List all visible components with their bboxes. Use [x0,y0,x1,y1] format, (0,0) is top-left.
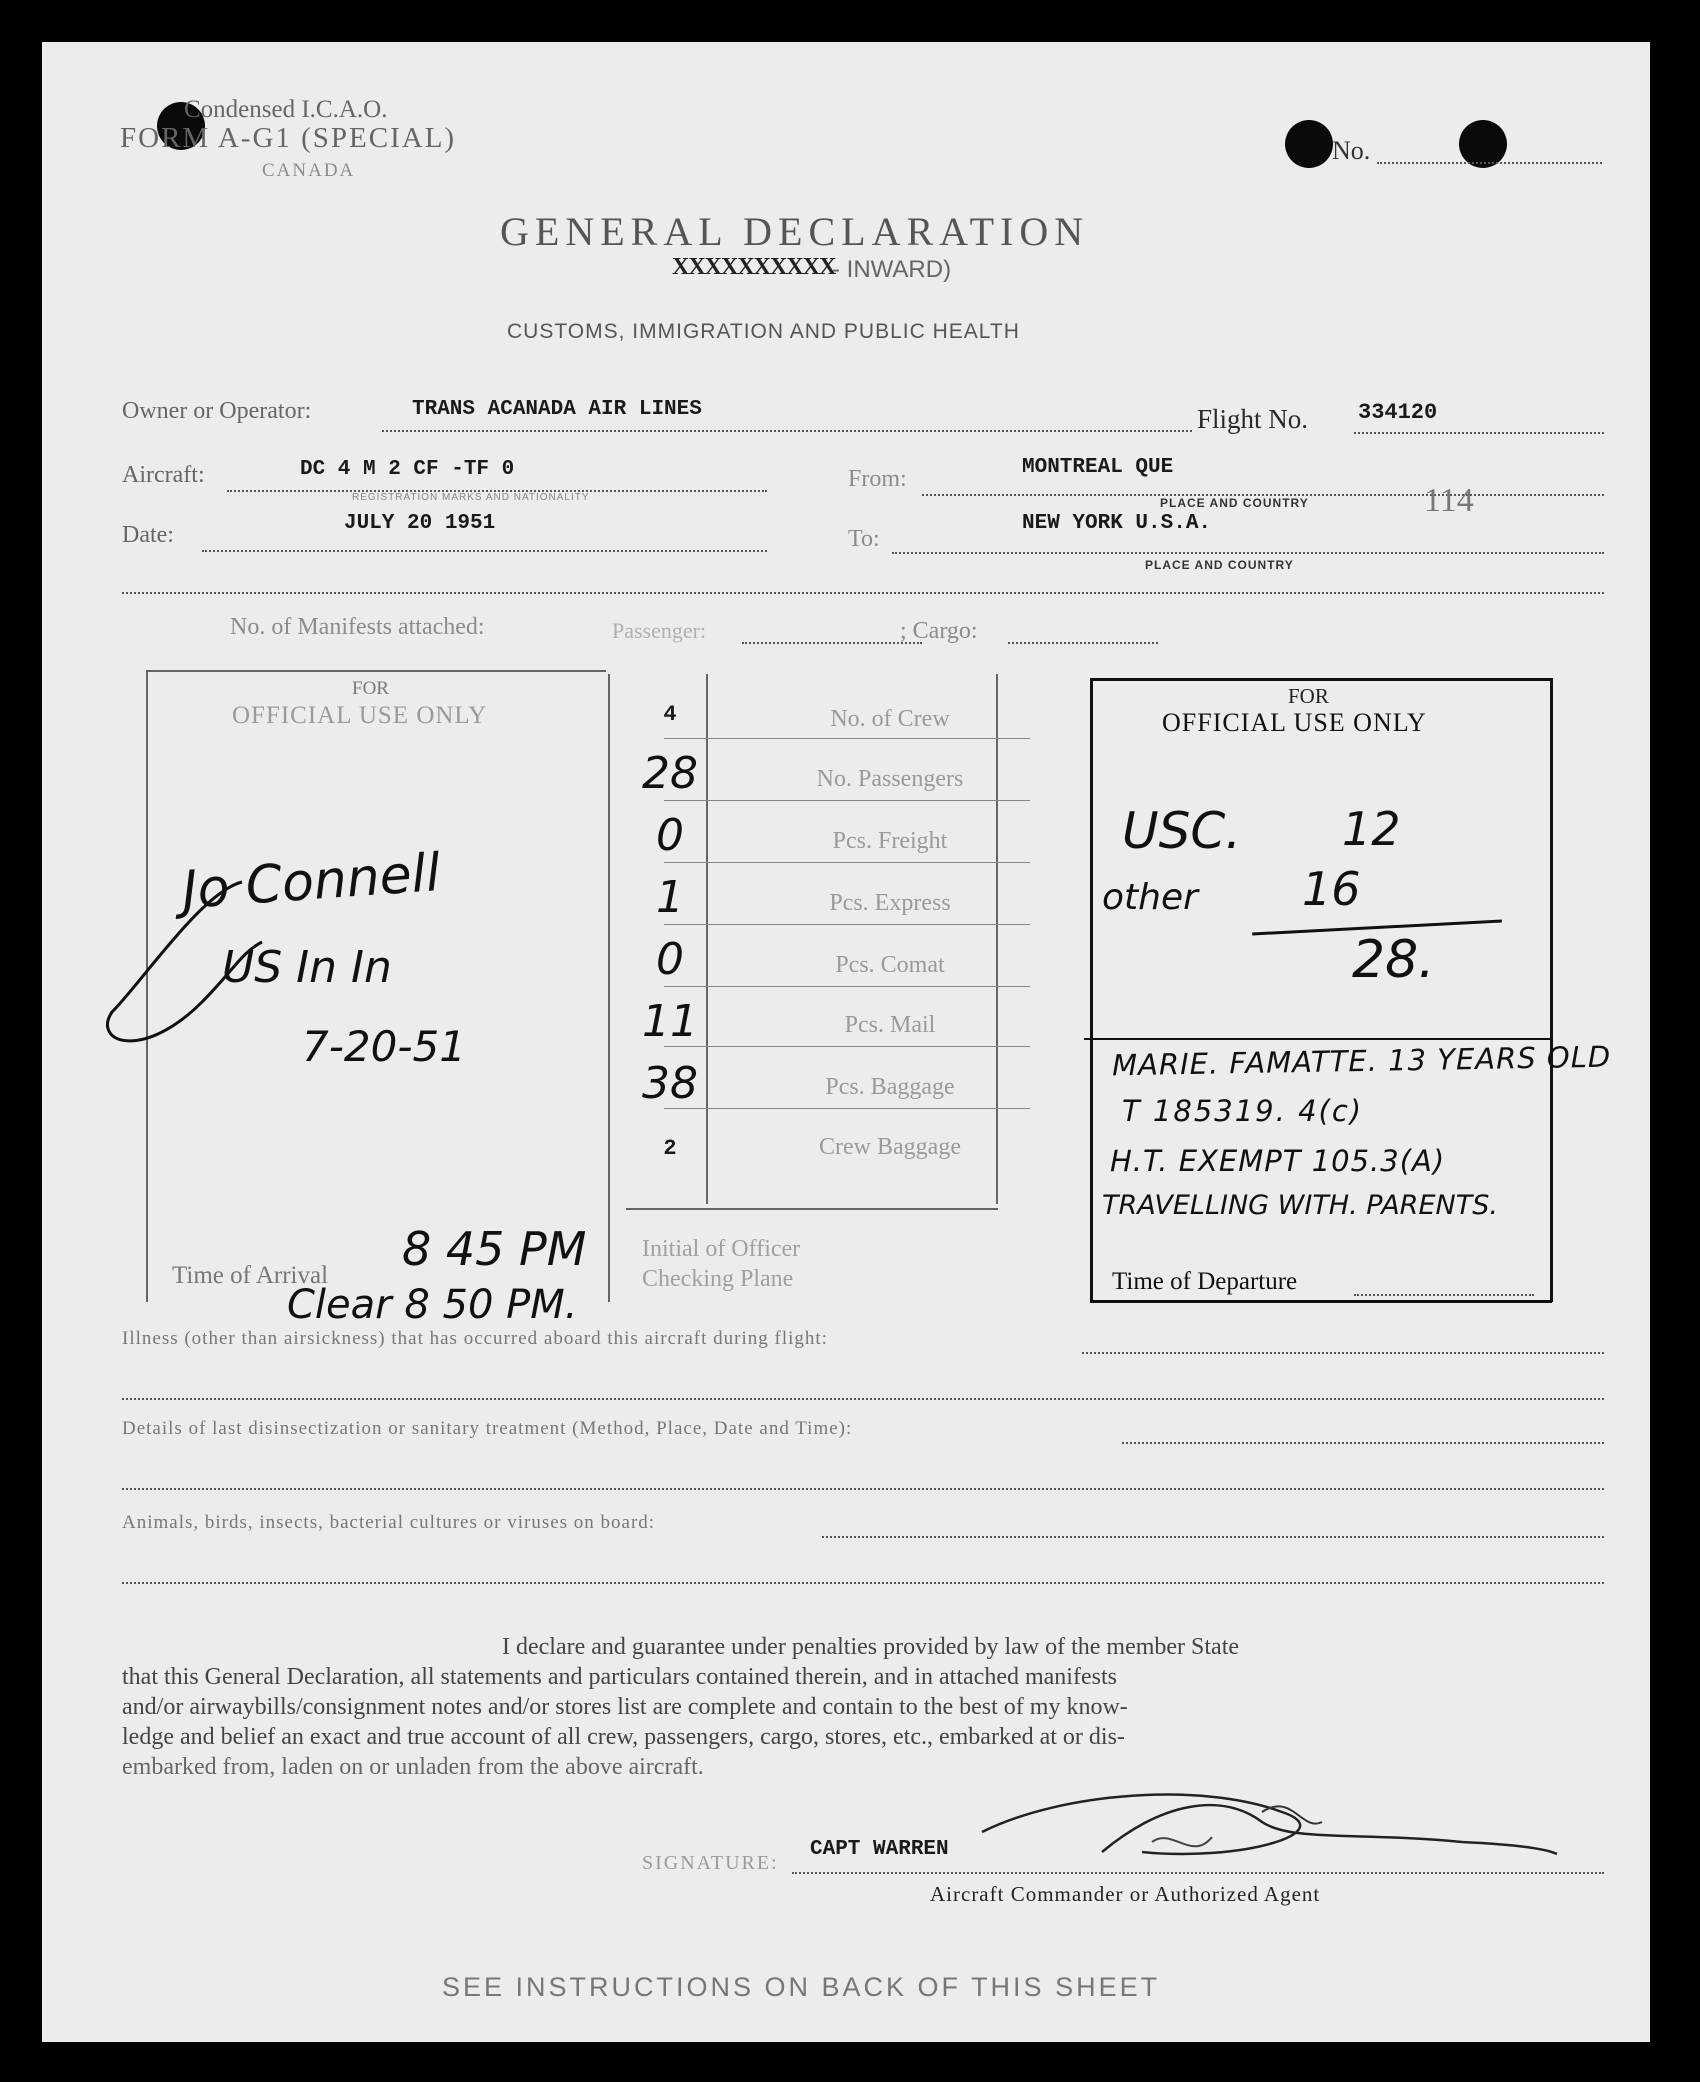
animals-line-2 [122,1582,1604,1584]
animals-line-1 [822,1536,1604,1538]
crew-value: 0 [656,934,684,985]
left-box-top [146,670,606,672]
crew-label: Crew Baggage [819,1134,961,1160]
right-for-label: FOR [1288,684,1329,708]
blank-line [122,592,1604,594]
to-place-caption: PLACE AND COUNTRY [1145,558,1294,572]
flight-value: 334120 [1358,400,1438,425]
crew-separator [664,1108,1030,1109]
registration-caption: REGISTRATION MARKS AND NATIONALITY [352,492,590,503]
cargo-line [1008,642,1158,644]
disinsect-label: Details of last disinsectization or sanitary treatment (Method, Place, Date and Time): [122,1418,853,1439]
right-box-right [1550,678,1553,1302]
declaration-line-5: embarked from, laden on or unladen from the above aircraft. [122,1754,704,1780]
other-count: 16 [1302,862,1361,916]
from-label: From: [848,466,907,492]
owner-line [382,430,1192,432]
crew-separator [664,924,1030,925]
date-label: Date: [122,522,174,548]
illness-line-1 [1082,1352,1604,1354]
crew-separator [664,800,1030,801]
crew-value: 28 [642,748,698,799]
declaration-line-3: and/or airwaybills/consignment notes and/or stores list are complete and contain to the best of my know- [122,1694,1128,1720]
handwriting-date: 7-20-51 [302,1022,466,1071]
punch-hole-right-b [1459,120,1507,168]
notes-divider [1084,1038,1550,1040]
crew-label: Pcs. Baggage [825,1074,955,1100]
crew-label: Pcs. Express [829,890,951,916]
crew-label: No. of Crew [830,706,950,732]
flight-line [1354,432,1604,434]
crew-separator [664,986,1030,987]
note-line-1: MARIE. FAMATTE. 13 YEARS OLD [1111,1039,1612,1083]
crew-value: 2 [663,1136,677,1161]
declaration-line-1: I declare and guarantee under penalties provided by law of the member State [502,1634,1240,1660]
crew-value: 38 [642,1058,698,1109]
right-box-top [1090,678,1552,681]
crew-label: Pcs. Freight [832,828,948,854]
form-sheet [42,42,1650,2042]
to-value: NEW YORK U.S.A. [1022,512,1212,535]
cargo-label: ; Cargo: [900,618,978,644]
to-label: To: [848,526,880,552]
inward-label: - INWARD) [832,256,952,283]
signature-name: CAPT WARREN [810,1838,949,1861]
arrival-label: Time of Arrival [172,1262,329,1289]
passenger-label: Passenger: [612,618,707,643]
crew-value: 11 [642,996,698,1047]
table-divider-3 [996,674,998,1204]
initial-officer-line1: Initial of Officer [642,1236,801,1262]
flight-label: Flight No. [1197,404,1309,434]
note-line-2: T 185319. 4(c) [1122,1094,1364,1128]
crew-label: Pcs. Comat [835,952,945,978]
signature-caption: Aircraft Commander or Authorized Agent [930,1882,1321,1906]
departure-line [1354,1294,1534,1296]
date-line [202,550,767,552]
right-box-left [1090,678,1093,1302]
declaration-line-4: ledge and belief an exact and true account of all crew, passengers, cargo, stores, etc., embarked at or dis- [122,1724,1125,1750]
form-subtitle: CUSTOMS, IMMIGRATION AND PUBLIC HEALTH [507,320,1020,343]
illness-label: Illness (other than airsickness) that has occurred aboard this aircraft during flight: [122,1328,828,1349]
aircraft-value: DC 4 M 2 CF -TF 0 [300,458,515,481]
left-for-label: FOR [352,678,389,699]
animals-label: Animals, birds, insects, bacterial cultures or viruses on board: [122,1512,656,1533]
stamp-number: 114 [1424,482,1474,519]
from-value: MONTREAL QUE [1022,456,1174,479]
footer-instructions: SEE INSTRUCTIONS ON BACK OF THIS SHEET [442,1972,1161,2002]
tally-total: 28. [1352,930,1435,990]
illness-line-2 [122,1398,1604,1400]
from-place-caption: PLACE AND COUNTRY [1160,496,1309,510]
crew-value: 4 [663,702,677,727]
owner-label: Owner or Operator: [122,398,312,424]
aircraft-label: Aircraft: [122,462,205,488]
crew-separator [664,862,1030,863]
disinsect-line-1 [1122,1442,1604,1444]
handwriting-officer-name: Jo Connell [180,843,443,921]
condensed-label: Condensed I.C.A.O. [184,96,388,123]
initial-officer-line2: Checking Plane [642,1266,794,1292]
crew-label: Pcs. Mail [844,1012,936,1038]
date-value: JULY 20 1951 [344,512,496,535]
form-number-label: No. [1332,136,1371,165]
crew-value: 1 [656,872,684,923]
crew-value: 0 [656,810,684,861]
owner-value: TRANS ACANADA AIR LINES [412,398,702,421]
form-title: GENERAL DECLARATION [500,209,1090,254]
crew-separator [664,738,1030,739]
left-official-heading: OFFICIAL USE ONLY [232,702,488,729]
country-label: CANADA [262,160,356,181]
passenger-line [742,642,922,644]
arrival-time: 8 45 PM [402,1222,587,1276]
manifests-label: No. of Manifests attached: [230,614,485,640]
right-box-bottom [1090,1300,1552,1303]
note-line-3: H.T. EXEMPT 105.3(A) [1110,1144,1446,1178]
disinsect-line-2 [122,1488,1604,1490]
right-official-heading: OFFICIAL USE ONLY [1162,708,1427,737]
usc-label: USC. [1122,802,1242,860]
declaration-line-2: that this General Declaration, all statements and particulars contained therein, and in attached manifests [122,1664,1117,1690]
clear-time: Clear 8 50 PM. [287,1282,578,1328]
crew-label: No. Passengers [816,766,964,792]
usc-count: 12 [1342,802,1401,856]
departure-label: Time of Departure [1112,1268,1298,1295]
other-label: other [1102,877,1198,918]
signature-line [792,1872,1604,1874]
to-line [892,552,1604,554]
form-number-line [1377,162,1602,164]
punch-hole-right-a [1285,120,1333,168]
table-divider-1 [608,674,610,1302]
crew-separator [664,1046,1030,1047]
outward-struck: XXXXXXXXXX [672,254,836,280]
form-label: FORM A-G1 (SPECIAL) [120,122,457,154]
crew-table-bottom [626,1208,998,1210]
signature-label: SIGNATURE: [642,1852,779,1874]
handwriting-us-inspection: US In In [222,942,392,993]
note-line-4: TRAVELLING WITH. PARENTS. [1102,1190,1498,1221]
